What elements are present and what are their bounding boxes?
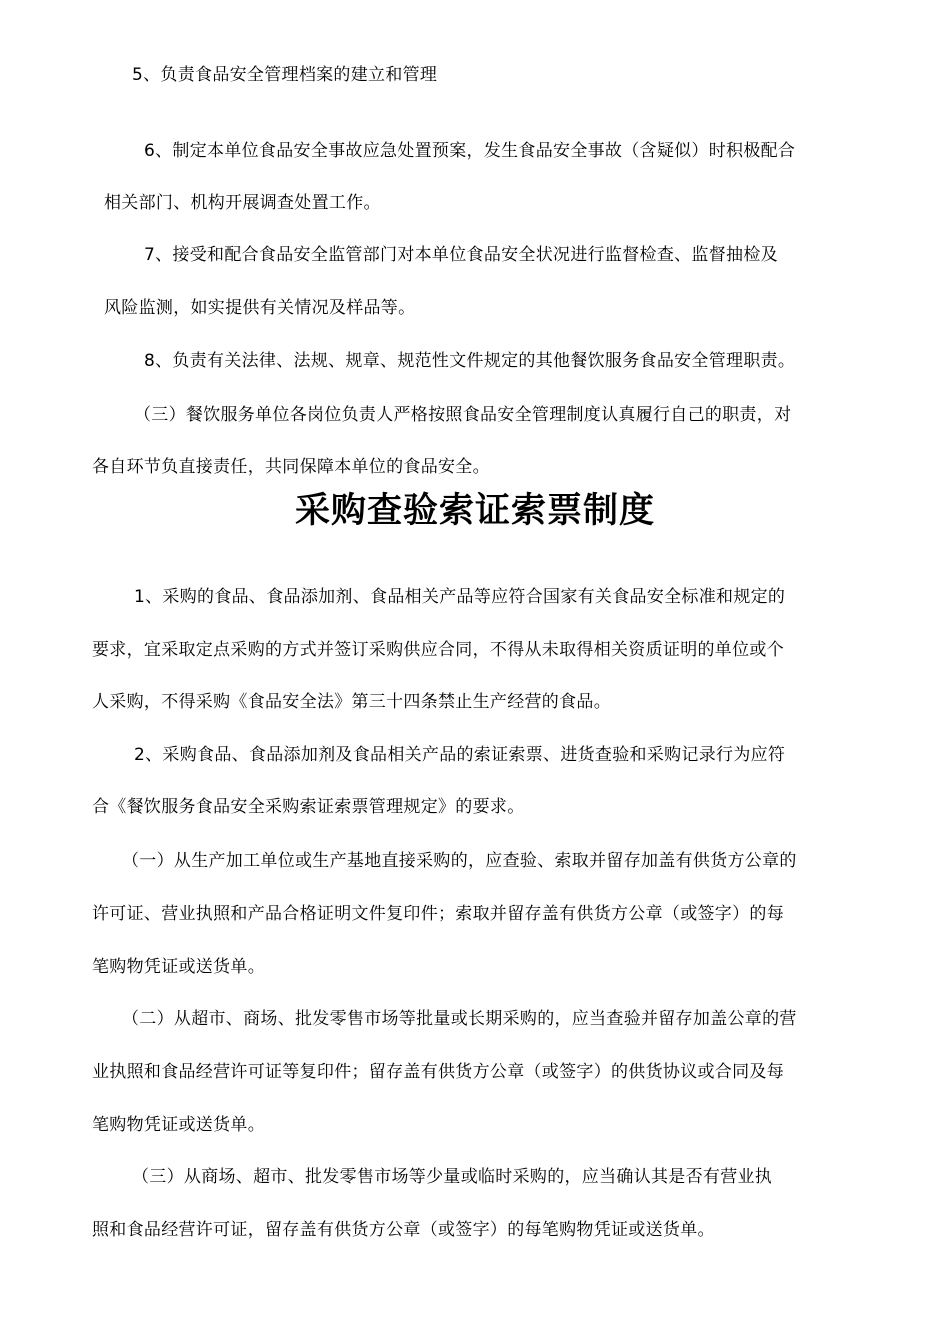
paragraph-line: 笔购物凭证或送货单。	[92, 957, 265, 977]
paragraph-line: 照和食品经营许可证，留存盖有供货方公章（或签字）的每笔购物凭证或送货单。	[92, 1220, 715, 1240]
paragraph-line: 业执照和食品经营许可证等复印件；留存盖有供货方公章（或签字）的供货协议或合同及每	[92, 1062, 784, 1082]
paragraph-line: 人采购，不得采购《食品安全法》第三十四条禁止生产经营的食品。	[92, 692, 611, 712]
paragraph-line: 要求，宜采取定点采购的方式并签订采购供应合同，不得从未取得相关资质证明的单位或个	[92, 640, 784, 660]
paragraph-line: 5、负责食品安全管理档案的建立和管理	[132, 65, 438, 85]
paragraph-line: 合《餐饮服务食品安全采购索证索票管理规定》的要求。	[92, 797, 525, 817]
paragraph-line: （二）从超市、商场、批发零售市场等批量或长期采购的，应当查验并留存加盖公章的营	[122, 1009, 797, 1029]
paragraph-line: 各自环节负直接责任，共同保障本单位的食品安全。	[92, 457, 490, 477]
paragraph-line: （一）从生产加工单位或生产基地直接采购的，应查验、索取并留存加盖有供货方公章的	[122, 851, 797, 871]
paragraph-line: 7、接受和配合食品安全监管部门对本单位食品安全状况进行监督检查、监督抽检及	[144, 245, 778, 265]
paragraph-line: 许可证、营业执照和产品合格证明文件复印件；索取并留存盖有供货方公章（或签字）的每	[92, 904, 784, 924]
paragraph-line: 1、采购的食品、食品添加剂、食品相关产品等应符合国家有关食品安全标准和规定的	[134, 587, 786, 607]
paragraph-line: 8、负责有关法律、法规、规章、规范性文件规定的其他餐饮服务食品安全管理职责。	[144, 351, 796, 371]
paragraph-line: 相关部门、机构开展调查处置工作。	[104, 193, 381, 213]
paragraph-line: 6、制定本单位食品安全事故应急处置预案，发生食品安全事故（含疑似）时积极配合	[144, 141, 796, 161]
section-title: 采购查验索证索票制度	[294, 491, 655, 531]
paragraph-line: （三）从商场、超市、批发零售市场等少量或临时采购的，应当确认其是否有营业执	[132, 1167, 773, 1187]
paragraph-line: 2、采购食品、食品添加剂及食品相关产品的索证索票、进货查验和采购记录行为应符	[134, 745, 786, 765]
paragraph-line: 笔购物凭证或送货单。	[92, 1115, 265, 1135]
paragraph-line: （三）餐饮服务单位各岗位负责人严格按照食品安全管理制度认真履行自己的职责，对	[134, 405, 792, 425]
paragraph-line: 风险监测，如实提供有关情况及样品等。	[104, 298, 416, 318]
